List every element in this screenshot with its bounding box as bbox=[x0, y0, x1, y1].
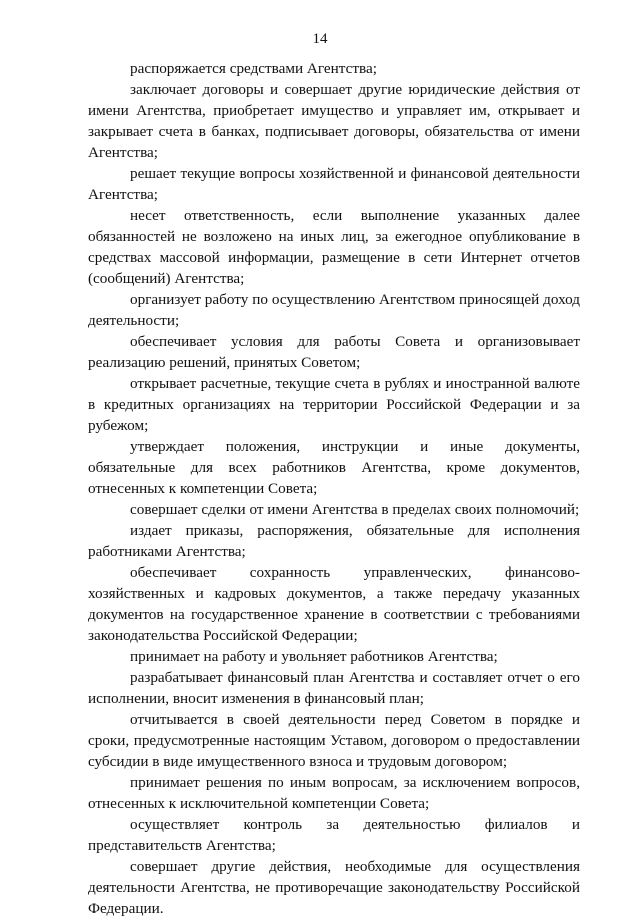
paragraph: принимает на работу и увольняет работников Агентства; bbox=[130, 648, 498, 665]
page-number: 14 bbox=[312, 31, 328, 47]
paragraph: издает приказы, распоряжения, обязательные для исполнения работниками Агентства; bbox=[88, 522, 580, 560]
paragraph: решает текущие вопросы хозяйственной и финансовой деятельности Агентства; bbox=[88, 165, 580, 203]
paragraph: отчитывается в своей деятельности перед Советом в порядке и сроки, предусмотренные настоящим Уставом, договором о предоставлении субсидии в виде имущественного взноса и трудовым договором; bbox=[88, 711, 580, 770]
paragraph: совершает сделки от имени Агентства в пределах своих полномочий; bbox=[130, 501, 580, 518]
paragraph: обеспечивает сохранность управленческих, финансово-хозяйственных и кадровых документов, а также передачу указанных документов на государственное хранение в соответствии с требованиями законодательства Российской Федерации; bbox=[88, 564, 580, 644]
document-body bbox=[88, 58, 580, 919]
paragraph: несет ответственность, если выполнение указанных далее обязанностей не возложено на иных лиц, за ежегодное опубликование в средствах массовой информации, размещение в сети Интернет отчетов (сообщений) Агентства; bbox=[88, 207, 580, 287]
paragraph: осуществляет контроль за деятельностью филиалов и представительств Агентства; bbox=[88, 816, 580, 854]
paragraph: организует работу по осуществлению Агентством приносящей доход деятельности; bbox=[88, 291, 580, 329]
paragraph: распоряжается средствами Агентства; bbox=[130, 60, 377, 77]
paragraph: утверждает положения, инструкции и иные документы, обязательные для всех работников Агентства, кроме документов, отнесенных к компетенции Совета; bbox=[88, 438, 580, 497]
paragraph: принимает решения по иным вопросам, за исключением вопросов, отнесенных к исключительной компетенции Совета; bbox=[88, 774, 580, 812]
paragraph: открывает расчетные, текущие счета в рублях и иностранной валюте в кредитных организациях на территории Российской Федерации и за рубежом; bbox=[88, 375, 580, 434]
paragraph: заключает договоры и совершает другие юридические действия от имени Агентства, приобретает имущество и управляет им, открывает и закрывает счета в банках, подписывает договоры, обязательства от имени Агентства; bbox=[88, 81, 580, 161]
paragraph: обеспечивает условия для работы Совета и организовывает реализацию решений, принятых Советом; bbox=[88, 333, 580, 371]
paragraph: разрабатывает финансовый план Агентства и составляет отчет о его исполнении, вносит изменения в финансовый план; bbox=[88, 669, 580, 707]
paragraph: совершает другие действия, необходимые для осуществления деятельности Агентства, не противоречащие законодательству Российской Федерации. bbox=[88, 858, 580, 917]
